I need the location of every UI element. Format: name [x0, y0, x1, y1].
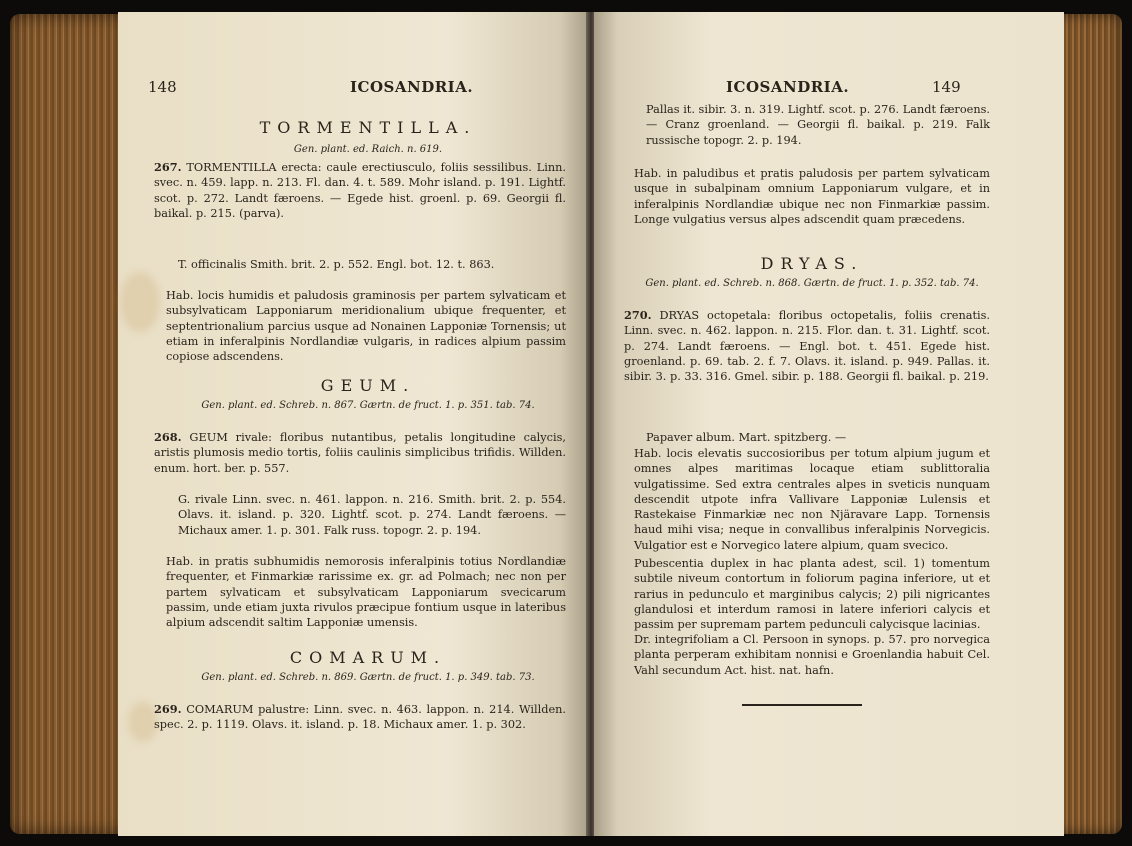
end-rule: [742, 704, 862, 706]
page-edges-left: [10, 14, 128, 834]
genus-reference: Gen. plant. ed. Schreb. n. 867. Gærtn. de fruct. 1. p. 351. tab. 74.: [201, 400, 535, 411]
genus-heading: GEUM.: [320, 376, 416, 395]
genus-reference: Gen. plant. ed. Raich. n. 619.: [293, 144, 443, 155]
genus-heading: COMARUM.: [289, 648, 447, 667]
entry-number: 267.: [154, 160, 182, 174]
continuation-habitat: Hab. in paludibus et pratis paludosis per partem sylvaticam usque in subalpinam omnium Lapponiarum vulgare, et in inferalpinis Nordlandiæ ubique nec non Finmarkiæ passim. Longe vulgatius versus alpes adscendit quam præcedens.: [634, 167, 990, 226]
entry-habitat: Hab. locis humidis et paludosis graminosis per partem sylvaticam et subsylvaticam Lapponiarum meridionalium ubique frequenter, et septentrionalium parcius usque ad Nonainen Lapponiæ Tornensis; ut etiam in inferalpinis Nordlandiæ vulgaris, in radices alpium passim copiose adscendens.: [166, 289, 566, 364]
entry-text: GEUM rivale: floribus nutantibus, petalis longitudine calycis, aristis plumosis medio tortis, foliis caulinis simplicibus trifidis. Willden. enum. hort. ber. p. 557.: [154, 431, 566, 475]
entry-number: 269.: [154, 702, 182, 716]
entry-note: Pubescentia duplex in hac planta adest, scil. 1) tomentum subtile niveum contortum in foliorum pagina inferiore, ut et rarius in pedunculo et marginibus calycis; 2) pili nigricantes glandulosi et interdum ramosi in latere inferiori calycis et passim per supremam partem pedunculi calycisque lacinias.: [634, 557, 990, 632]
genus-heading: TORMENTILLA.: [259, 118, 477, 137]
right-page-number: 149: [932, 78, 961, 96]
entry-habitat: Hab. in pratis subhumidis nemorosis inferalpinis totius Nordlandiæ frequenter, et Finmarkiæ rarissime ex. gr. ad Polmach; nec non per partem sylvaticam et subsylvaticam Lapponiarum svecicarum passim, unde etiam juxta rivulos præcipue fontium usque in lateribus alpium adscendit saltim Lapponiæ umensis.: [166, 555, 566, 630]
entry-synonym: Papaver album. Mart. spitzberg. —: [646, 431, 847, 444]
entry-note: Dr. integrifoliam a Cl. Persoon in synops. p. 57. pro norvegica planta perperam exhibitam nonnisi e Groenlandia habuit Cel. Vahl secundum Act. hist. nat. hafn.: [634, 633, 990, 677]
left-page-number: 148: [148, 78, 177, 96]
entry-text: COMARUM palustre: Linn. svec. n. 463. lappon. n. 214. Willden. spec. 2. p. 1119. Olavs. it. island. p. 18. Michaux amer. 1. p. 302.: [154, 703, 566, 732]
left-running-head: ICOSANDRIA.: [350, 78, 474, 96]
entry-block: [624, 308, 990, 384]
entry-synonym: G. rivale Linn. svec. n. 461. lappon. n. 216. Smith. brit. 2. p. 554. Olavs. it. island. p. 320. Lightf. scot. p. 274. Landt færoens. — Michaux amer. 1. p. 301. Falk russ. topogr. 2. p. 194.: [178, 493, 566, 537]
genus-reference: Gen. plant. ed. Schreb. n. 869. Gærtn. de fruct. 1. p. 349. tab. 73.: [201, 672, 535, 683]
entry-habitat: Hab. locis elevatis succosioribus per totum alpium jugum et omnes alpes maritimas locaque etiam sublittoralia vulgatissime. Sed extra centrales alpes in sveticis nunquam descendit utpote infra Vallivare Lapponiæ Lulensis et Rastekaise Finmarkiæ nec non Njäravare Lapp. Tornensis haud mihi visa; neque in convallibus inferalpinis Norvegicis. Vulgatior est e Norvegico latere alpium, quam svecico.: [634, 447, 990, 552]
genus-reference: Gen. plant. ed. Schreb. n. 868. Gærtn. de fruct. 1. p. 352. tab. 74.: [645, 278, 979, 289]
entry-number: 268.: [154, 430, 182, 444]
entry-number: 270.: [624, 308, 652, 322]
open-book: [10, 8, 1122, 840]
genus-heading: DRYAS.: [760, 254, 864, 273]
entry-block: [154, 160, 566, 221]
continuation-citation: Pallas it. sibir. 3. n. 319. Lightf. scot. p. 276. Landt færoens. — Cranz groenland. — Georgii fl. baikal. p. 219. Falk russische topogr. 2. p. 194.: [646, 103, 990, 147]
entry-block: [154, 702, 566, 733]
entry-text: TORMENTILLA erecta: caule erectiusculo, foliis sessilibus. Linn. svec. n. 459. lapp. n. 213. Fl. dan. 4. t. 589. Mohr island. p. 191. Lightf. scot. p. 272. Landt færoens. — Egede hist. groenl. p. 69. Georgii fl. baikal. p. 215. (parva).: [154, 161, 566, 220]
entry-text: DRYAS octopetala: floribus octopetalis, foliis crenatis. Linn. svec. n. 462. lappon. n. 215. Flor. dan. t. 31. Lightf. scot. p. 274. Landt færoens. — Engl. bot. t. 451. Egede hist. groenland. p. 69. tab. 2. f. 7. Olavs. it. island. p. 949. Pallas. it. sibir. 3. p. 33. 316. Gmel. sibir. p. 188. Georgii fl. baikal. p. 219.: [624, 309, 991, 384]
left-page: [118, 12, 588, 836]
entry-synonym: T. officinalis Smith. brit. 2. p. 552. Engl. bot. 12. t. 863.: [178, 258, 495, 271]
entry-block: [154, 430, 566, 476]
right-page: [594, 12, 1064, 836]
right-running-head: ICOSANDRIA.: [726, 78, 850, 96]
